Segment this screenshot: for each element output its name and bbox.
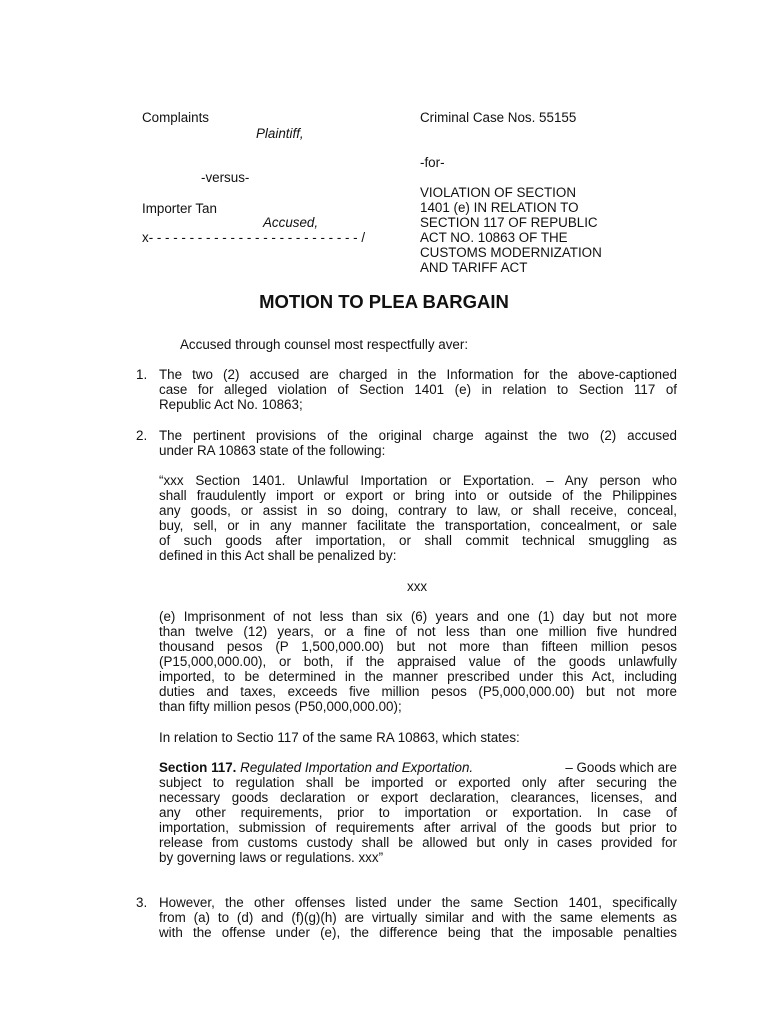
item-1-line: The two (2) accused are charged in the Information for the above-captioned (159, 367, 677, 382)
item-number: 1. (136, 367, 148, 382)
section-117-heading: Section 117. (159, 760, 237, 775)
section-117-subtitle: Regulated Importation and Exportation. (240, 760, 474, 775)
for-label: -for- (420, 155, 445, 170)
quote-1401-line: “xxx Section 1401. Unlawful Importation or Exportation. – Any person who (159, 473, 677, 488)
accused-name: Importer Tan (142, 201, 217, 216)
quote-1401-line: defined in this Act shall be penalized by: (159, 548, 397, 563)
item-1-line: Republic Act No. 10863; (159, 397, 303, 412)
section-117-first-line-rest: – Goods which are (565, 760, 677, 775)
para-e-line: (P15,000,000.00), or both, if the appraised value of the goods unlawfully (159, 654, 677, 669)
quote-1401-line: any goods, or assist in so doing, contrary to law, or shall receive, conceal, (159, 503, 677, 518)
para-e-line: imported, to be determined in the manner prescribed under this Act, including (159, 669, 677, 684)
plaintiff-label: Plaintiff, (256, 126, 304, 141)
offense-line: ACT NO. 10863 OF THE (420, 230, 568, 245)
item-2-line: The pertinent provisions of the original charge against the two (2) accused (159, 428, 677, 443)
offense-line: CUSTOMS MODERNIZATION (420, 245, 602, 260)
offense-line: SECTION 117 OF REPUBLIC (420, 215, 598, 230)
section-117-line: necessary goods declaration or export declaration, clearances, licenses, and (159, 790, 677, 805)
document-title: MOTION TO PLEA BARGAIN (259, 291, 509, 312)
section-117-line: importation, submission of requirements after arrival of the goods but prior to (159, 820, 677, 835)
ellipsis-xxx: xxx (407, 579, 428, 594)
item-number: 3. (136, 895, 148, 910)
para-e-line: thousand pesos (P 1,500,000.00) but not more than fifteen million pesos (159, 639, 677, 654)
section-117-line: release from customs custody shall be allowed but only in cases provided for (159, 835, 677, 850)
para-e-line: duties and taxes, exceeds five million pesos (P5,000,000.00) but not more (159, 684, 677, 699)
item-3-line: with the offense under (e), the difference being that the imposable penalties (159, 925, 677, 940)
versus-label: -versus- (201, 170, 250, 185)
para-e-line: than fifty million pesos (P50,000,000.00); (159, 699, 402, 714)
para-e-line: (e) Imprisonment of not less than six (6) years and one (1) day but not more (159, 609, 677, 624)
accused-label: Accused, (263, 215, 319, 230)
offense-line: VIOLATION OF SECTION (420, 185, 576, 200)
para-e-line: than twelve (12) years, or a fine of not less than one million five hundred (159, 624, 677, 639)
item-2-line: under RA 10863 state of the following: (159, 443, 386, 458)
relation-line: In relation to Sectio 117 of the same RA 10863, which states: (159, 730, 520, 745)
case-number: Criminal Case Nos. 55155 (420, 110, 577, 125)
section-117-line: any other requirements, prior to importation or exportation. In case of (159, 805, 677, 820)
section-117-line: subject to regulation shall be imported or exported only after securing the (159, 775, 677, 790)
item-3-line: However, the other offenses listed under the same Section 1401, specifically (159, 895, 677, 910)
caption-divider: x- - - - - - - - - - - - - - - - - - - - - - - - - - / (142, 230, 366, 245)
quote-1401-line: shall fraudulently import or export or bring into or outside of the Philippines (159, 488, 677, 503)
intro-text: Accused through counsel most respectfully aver: (180, 337, 469, 352)
complainant-name: Complaints (142, 110, 209, 125)
item-number: 2. (136, 428, 148, 443)
item-3-line: from (a) to (d) and (f)(g)(h) are virtually similar and with the same elements as (159, 910, 677, 925)
offense-line: AND TARIFF ACT (420, 260, 528, 275)
section-117-first-line (159, 760, 677, 775)
quote-1401-line: of such goods after importation, or shall commit technical smuggling as (159, 533, 677, 548)
quote-1401-line: buy, sell, or in any manner facilitate the transportation, concealment, or sale (159, 518, 677, 533)
section-117-line: by governing laws or regulations. xxx” (159, 850, 384, 865)
offense-line: 1401 (e) IN RELATION TO (420, 200, 579, 215)
item-1-line: case for alleged violation of Section 1401 (e) in relation to Section 117 of (159, 382, 677, 397)
